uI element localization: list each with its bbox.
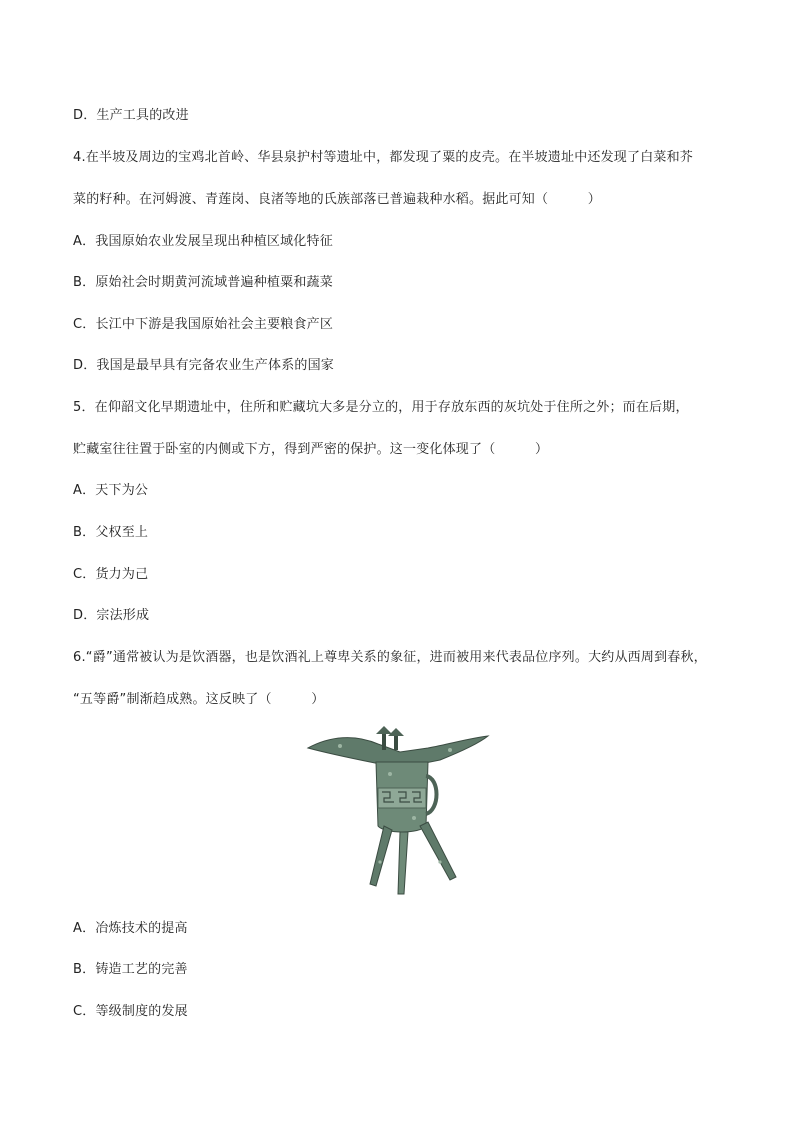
q4-option-a: A．我国原始农业发展呈现出种植区域化特征 <box>73 234 333 249</box>
q5-option-a: A．天下为公 <box>73 483 149 498</box>
q5-stem-line-1: 5．在仰韶文化早期遗址中，住所和贮藏坑大多是分立的，用于存放东西的灰坑处于住所之外；而在后期， <box>73 400 689 415</box>
q3-option-d: D．生产工具的改进 <box>73 108 189 123</box>
q5-option-b: B．父权至上 <box>73 525 149 540</box>
q5-option-c: C．货力为己 <box>73 567 149 582</box>
q6-option-b: B．铸造工艺的完善 <box>73 962 188 977</box>
q4-option-d: D．我国是最早具有完备农业生产体系的国家 <box>73 358 335 373</box>
bronze-jue-vessel-icon <box>300 722 500 902</box>
q4-option-c: C．长江中下游是我国原始社会主要粮食产区 <box>73 317 334 332</box>
q5-stem-line-2: 贮藏室往往置于卧室的内侧或下方，得到严密的保护。这一变化体现了（ ） <box>73 442 549 457</box>
q4-option-b: B．原始社会时期黄河流域普遍种植粟和蔬菜 <box>73 275 333 290</box>
q6-stem-line-1: 6.“爵”通常被认为是饮酒器，也是饮酒礼上尊卑关系的象征，进而被用来代表品位序列。大约从西周到春秋， <box>73 650 707 665</box>
q6-option-a: A．冶炼技术的提高 <box>73 921 188 936</box>
q4-stem-line-1: 4.在半坡及周边的宝鸡北首岭、华县泉护村等遗址中，都发现了粟的皮壳。在半坡遗址中还发现了白菜和芥 <box>73 150 694 165</box>
q6-stem-line-2: “五等爵”制渐趋成熟。这反映了（ ） <box>73 692 325 707</box>
q5-option-d: D．宗法形成 <box>73 608 150 623</box>
q6-option-c: C．等级制度的发展 <box>73 1004 188 1019</box>
q4-stem-line-2: 菜的籽种。在河姆渡、青莲岗、良渚等地的氏族部落已普遍栽种水稻。据此可知（ ） <box>73 192 602 207</box>
